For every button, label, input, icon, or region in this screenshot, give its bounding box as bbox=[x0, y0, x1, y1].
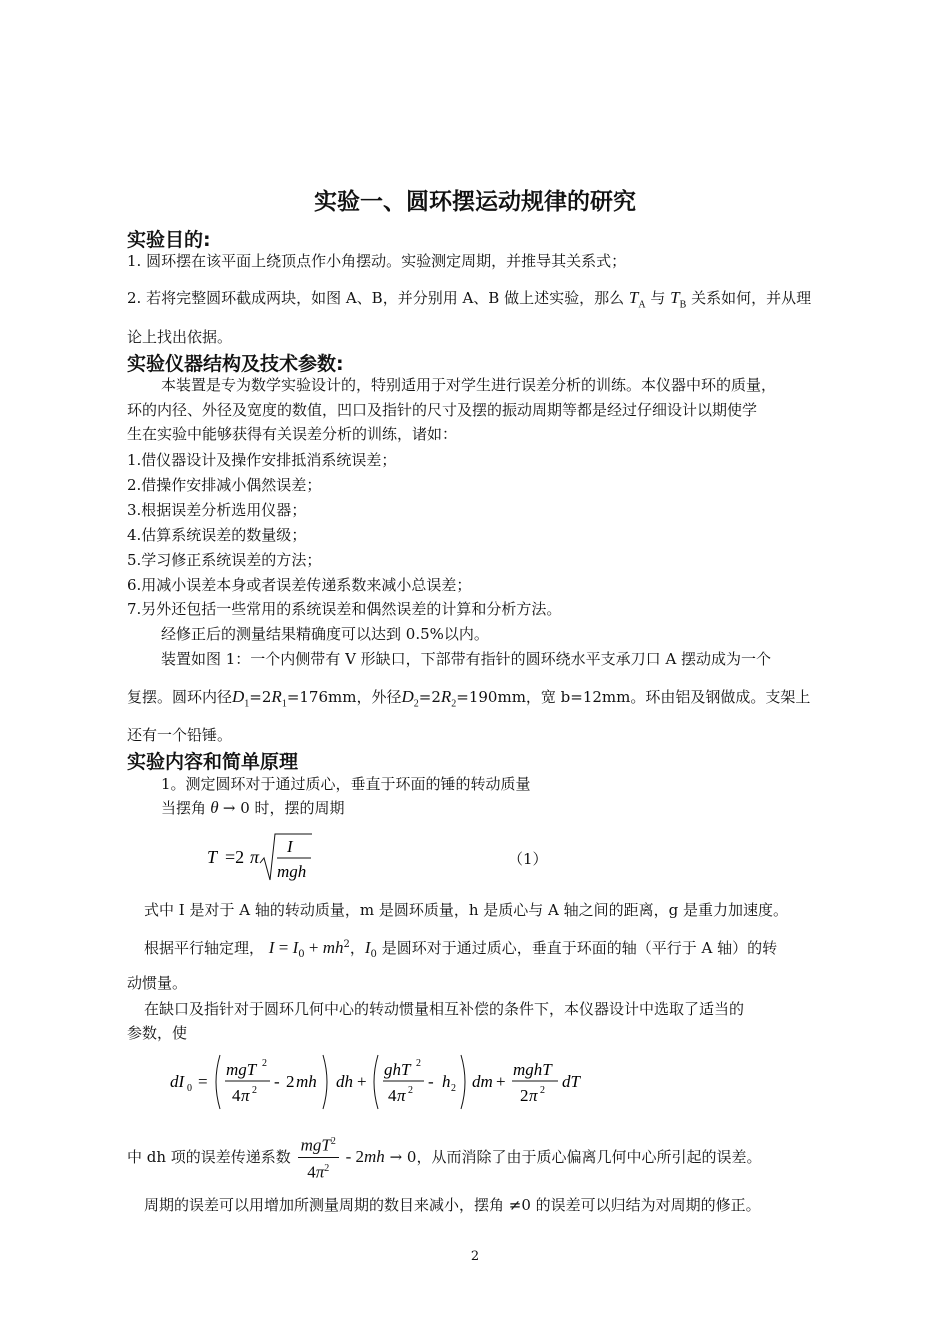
svg-text:2: 2 bbox=[451, 1083, 456, 1094]
svg-text:=2: =2 bbox=[225, 847, 245, 867]
svg-text:4: 4 bbox=[232, 1086, 241, 1105]
list-item: 5.学习修正系统误差的方法； bbox=[127, 551, 322, 569]
parallel-axis-line-cont: 动惯量。 bbox=[127, 974, 188, 992]
svg-text:π: π bbox=[529, 1086, 538, 1105]
svg-text:mgh: mgh bbox=[277, 862, 307, 881]
svg-text:-: - bbox=[428, 1072, 434, 1091]
svg-text:dI: dI bbox=[170, 1072, 185, 1091]
final-note: 周期的误差可以用增加所测量周期的数目来减小，摆角 ≠0 的误差可以归结为对周期的修正。 bbox=[144, 1196, 761, 1214]
svg-text:2: 2 bbox=[262, 1058, 267, 1069]
svg-text:2: 2 bbox=[286, 1072, 295, 1091]
svg-text:2: 2 bbox=[252, 1085, 257, 1096]
svg-text:π: π bbox=[250, 847, 260, 867]
compensation-line: 参数，使 bbox=[127, 1024, 188, 1042]
svg-text:=: = bbox=[198, 1072, 208, 1091]
precision-text: 经修正后的测量结果精确度可以达到 0.5%以内。 bbox=[161, 625, 489, 643]
svg-text:mgT: mgT bbox=[226, 1060, 257, 1079]
parallel-axis-formula: I bbox=[268, 938, 275, 957]
purpose-item-1: 1. 圆环摆在该平面上绕顶点作小角摆动。实验测定周期，并推导其关系式； bbox=[127, 252, 627, 270]
svg-text:mh: mh bbox=[296, 1072, 317, 1091]
svg-text:π: π bbox=[397, 1086, 406, 1105]
purpose-heading: 实验目的: bbox=[127, 229, 211, 251]
list-item: 2.借操作安排减小偶然误差； bbox=[127, 476, 322, 494]
apparatus-paragraph-line: 生在实验中能够获得有关误差分析的训练，诸如： bbox=[127, 425, 458, 443]
svg-text:-: - bbox=[274, 1072, 280, 1091]
symbol-theta: θ bbox=[206, 798, 223, 817]
svg-text:mghT: mghT bbox=[513, 1060, 552, 1079]
symbol-explanation: 式中 I 是对于 A 轴的转动质量，m 是圆环质量，h 是质心与 A 轴之间的距离，g 是重力加速度。 bbox=[144, 901, 788, 919]
equation-1 bbox=[207, 830, 337, 890]
differential-formula bbox=[170, 1051, 590, 1113]
purpose-item-2-cont: 论上找出依据。 bbox=[127, 328, 233, 346]
device-dimensions-line: 复摆。圆环内径$D_1=2R_1=176mm$，外径$D_2=2R_2=190mm$，宽 b=12mm。环由铝及钢做成。支架上 bbox=[127, 687, 811, 710]
svg-text:+: + bbox=[496, 1072, 506, 1091]
symbol-R1: $R_1$ bbox=[271, 687, 287, 710]
list-item: 1.借仪器设计及操作安排抵消系统误差； bbox=[127, 451, 397, 469]
symbol-D1: $D_1$ bbox=[232, 687, 250, 710]
parallel-axis-line: 根据平行轴定理， $I = I_0 + mh^2$，$I_0$ 是圆环对于通过质心，垂直于环面的轴（平行于 A 轴）的转 bbox=[144, 938, 778, 960]
step-1-text: 1。测定圆环对于通过质心，垂直于环面的锤的转动质量 bbox=[161, 775, 531, 793]
equation-2 bbox=[170, 1051, 590, 1117]
content-heading: 实验内容和简单原理 bbox=[127, 751, 299, 773]
apparatus-paragraph-line: 环的内径、外径及宽度的数值，凹口及指针的尺寸及摆的振动周期等都是经过仔细设计以期使学 bbox=[127, 401, 758, 419]
compensation-line: 在缺口及指针对于圆环几何中心的转动惯量相互补偿的条件下，本仪器设计中选取了适当的 bbox=[144, 1000, 745, 1018]
svg-text:I: I bbox=[287, 837, 293, 856]
list-item: 4.估算系统误差的数量级； bbox=[127, 526, 307, 544]
device-description-line: 还有一个铅锤。 bbox=[127, 726, 233, 744]
svg-text:dh: dh bbox=[336, 1072, 353, 1091]
device-description-line: 装置如图 1：一个内侧带有 V 形缺口，下部带有指针的圆环绕水平支承刀口 A 摆动成为一个 bbox=[161, 650, 772, 668]
list-item: 7.另外还包括一些常用的系统误差和偶然误差的计算和分析方法。 bbox=[127, 600, 562, 618]
purpose-item-2: 2. 若将完整圆环截成两块，如图 A、B，并分别用 A、B 做上述实验，那么 $T_A$ 与 $T_B$ 关系如何，并从理 bbox=[127, 288, 812, 311]
symbol-R2: $R_2$ bbox=[440, 687, 457, 710]
svg-text:2: 2 bbox=[540, 1085, 545, 1096]
period-condition-text: 当摆角 θ → 0 时，摆的周期 bbox=[161, 798, 345, 817]
symbol-TA: $T_A$ bbox=[628, 288, 646, 311]
list-item: 6.用减小误差本身或者误差传递系数来减小总误差； bbox=[127, 576, 472, 594]
page-title: 实验一、圆环摆运动规律的研究 bbox=[314, 189, 636, 215]
svg-text:ghT: ghT bbox=[384, 1060, 411, 1079]
svg-text:0: 0 bbox=[187, 1083, 192, 1094]
dh-coefficient-line: 中 dh 项的误差传递系数 $\frac{mgT^2}{4\pi^2}$ - 2mh → 0，从而消除了由于质心偏离几何中心所引起的误差。 bbox=[127, 1132, 761, 1182]
apparatus-paragraph-line: 本装置是专为数学实验设计的，特别适用于对学生进行误差分析的训练。本仪器中环的质量， bbox=[161, 376, 777, 394]
svg-text:T: T bbox=[207, 847, 218, 867]
svg-text:2: 2 bbox=[520, 1086, 529, 1105]
apparatus-heading: 实验仪器结构及技术参数: bbox=[127, 353, 344, 375]
list-item: 3.根据误差分析选用仪器； bbox=[127, 501, 307, 519]
dh-coefficient-formula: $\frac{mgT^2}{4\pi^2}$ bbox=[298, 1132, 339, 1182]
symbol-D2: $D_2$ bbox=[401, 687, 419, 710]
svg-text:2: 2 bbox=[408, 1085, 413, 1096]
svg-text:4: 4 bbox=[388, 1086, 397, 1105]
svg-text:π: π bbox=[241, 1086, 250, 1105]
svg-text:dm: dm bbox=[472, 1072, 493, 1091]
svg-text:dT: dT bbox=[562, 1072, 580, 1091]
page-number: 2 bbox=[470, 1249, 480, 1264]
equation-1-label: （1） bbox=[508, 850, 548, 868]
period-formula bbox=[207, 830, 337, 886]
svg-text:2: 2 bbox=[416, 1058, 421, 1069]
svg-text:h: h bbox=[442, 1072, 451, 1091]
symbol-TB: $T_B$ bbox=[670, 288, 687, 311]
svg-text:+: + bbox=[357, 1072, 367, 1091]
